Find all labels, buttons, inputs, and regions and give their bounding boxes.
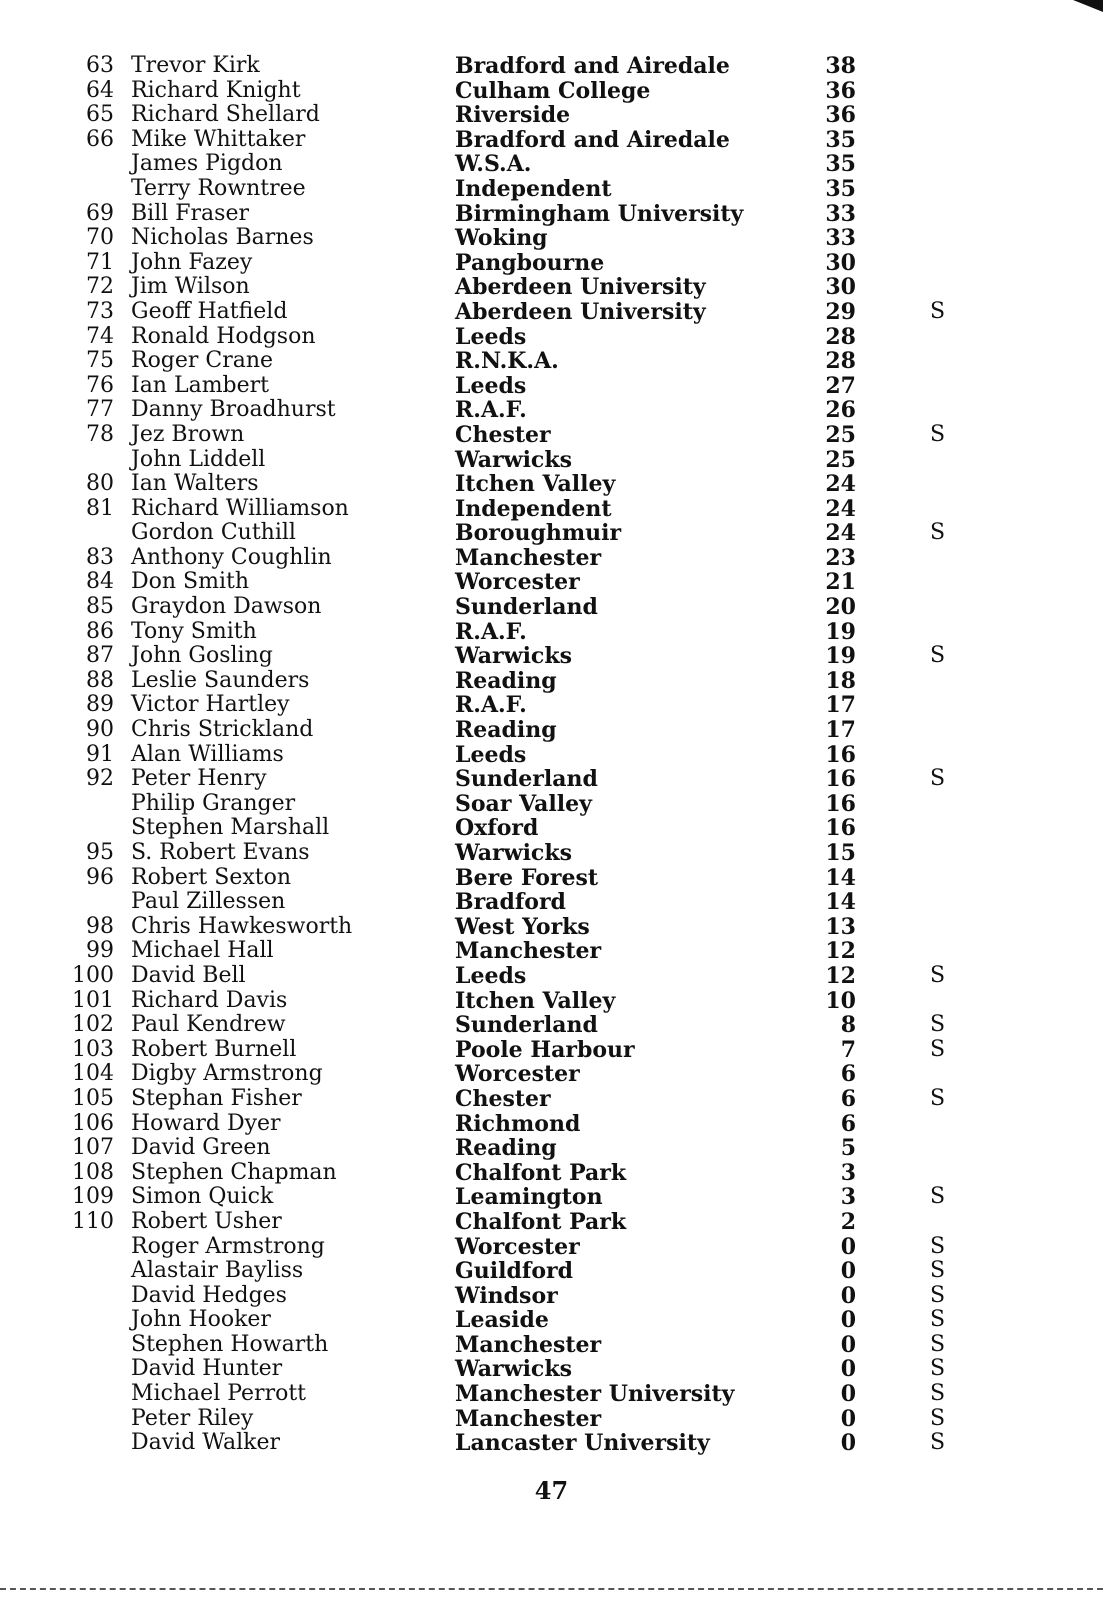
name-cell: Leslie Saunders <box>131 667 310 693</box>
rank-cell: 91 <box>86 741 114 767</box>
table-row <box>0 1087 1103 1112</box>
score-cell: 17 <box>825 717 856 744</box>
table-row <box>0 1210 1103 1235</box>
name-cell: Chris Strickland <box>131 717 314 743</box>
name-cell: John Fazey <box>131 249 253 275</box>
club-cell: Sunderland <box>455 766 598 793</box>
club-cell: Reading <box>455 1135 557 1162</box>
flag-cell: S <box>930 1405 946 1431</box>
score-cell: 0 <box>840 1258 856 1285</box>
table-row <box>0 521 1103 546</box>
table-row <box>0 915 1103 940</box>
name-cell: Stephen Howarth <box>131 1331 329 1357</box>
club-cell: Leeds <box>455 323 527 350</box>
club-cell: Chester <box>455 421 551 448</box>
name-cell: Chris Hawkesworth <box>131 913 353 939</box>
club-cell: Itchen Valley <box>455 987 616 1014</box>
name-cell: Philip Granger <box>131 790 296 816</box>
club-cell: R.A.F. <box>455 397 527 424</box>
score-cell: 0 <box>840 1430 856 1457</box>
club-cell: Oxford <box>455 815 539 842</box>
page-number: 47 <box>534 1476 569 1505</box>
name-cell: Howard Dyer <box>131 1110 281 1136</box>
club-cell: Sunderland <box>455 594 598 621</box>
table-row <box>0 1431 1103 1456</box>
name-cell: Richard Davis <box>131 987 288 1013</box>
name-cell: Trevor Kirk <box>131 53 260 78</box>
scan-edge-line <box>0 1588 1103 1590</box>
club-cell: Leeds <box>455 741 527 768</box>
table-row <box>0 398 1103 423</box>
score-cell: 5 <box>840 1135 856 1162</box>
club-cell: W.S.A. <box>455 151 532 178</box>
name-cell: James Pigdon <box>131 151 283 177</box>
table-row <box>0 693 1103 718</box>
score-cell: 0 <box>840 1381 856 1408</box>
club-cell: Soar Valley <box>455 790 592 817</box>
table-row <box>0 792 1103 817</box>
rank-cell: 75 <box>86 348 114 374</box>
name-cell: Jim Wilson <box>131 274 250 300</box>
club-cell: Manchester <box>455 544 602 571</box>
score-cell: 16 <box>825 815 856 842</box>
name-cell: Anthony Coughlin <box>131 544 332 570</box>
table-row <box>0 472 1103 497</box>
club-cell: Leeds <box>455 962 527 989</box>
flag-cell: S <box>930 1430 946 1456</box>
name-cell: Robert Sexton <box>131 864 292 890</box>
name-cell: Richard Knight <box>131 77 301 103</box>
score-cell: 38 <box>825 53 856 79</box>
rank-cell: 95 <box>86 840 114 865</box>
table-row <box>0 669 1103 694</box>
rank-cell: 84 <box>86 569 114 595</box>
club-cell: Manchester <box>455 1331 602 1358</box>
score-cell: 35 <box>825 151 856 178</box>
rank-cell: 102 <box>72 1012 114 1038</box>
score-cell: 30 <box>825 274 856 301</box>
table-row <box>0 152 1103 177</box>
score-cell: 28 <box>825 348 856 375</box>
club-cell: Bradford <box>455 889 566 916</box>
rank-cell: 99 <box>86 938 114 964</box>
club-cell: Sunderland <box>455 1012 598 1039</box>
name-cell: Ian Lambert <box>131 372 270 398</box>
score-cell: 16 <box>825 766 856 793</box>
rank-cell: 106 <box>72 1110 114 1136</box>
score-cell: 0 <box>840 1233 856 1260</box>
table-row <box>0 866 1103 891</box>
rank-cell: 101 <box>72 987 114 1013</box>
name-cell: Robert Usher <box>131 1208 282 1234</box>
table-row <box>0 1136 1103 1161</box>
name-cell: John Liddell <box>131 446 266 472</box>
rank-cell: 92 <box>86 766 114 792</box>
name-cell: Bill Fraser <box>131 200 249 226</box>
club-cell: Aberdeen University <box>455 274 706 301</box>
club-cell: Reading <box>455 667 557 694</box>
name-cell: Simon Quick <box>131 1184 274 1210</box>
score-cell: 16 <box>825 741 856 768</box>
club-cell: Warwicks <box>455 643 572 670</box>
name-cell: Gordon Cuthill <box>131 520 296 546</box>
rank-cell: 65 <box>86 102 114 128</box>
score-cell: 7 <box>840 1036 856 1063</box>
score-cell: 24 <box>825 520 856 547</box>
flag-cell: S <box>930 1085 946 1111</box>
rank-cell: 108 <box>72 1159 114 1185</box>
club-cell: Worcester <box>455 1061 580 1088</box>
club-cell: Independent <box>455 495 612 522</box>
rank-cell: 89 <box>86 692 114 718</box>
score-cell: 0 <box>840 1307 856 1334</box>
score-cell: 19 <box>825 618 856 645</box>
score-cell: 19 <box>825 643 856 670</box>
score-cell: 35 <box>825 126 856 153</box>
name-cell: Stephan Fisher <box>131 1085 302 1111</box>
table-row <box>0 103 1103 128</box>
table-row <box>0 497 1103 522</box>
club-cell: Windsor <box>455 1282 558 1309</box>
rank-cell: 71 <box>86 249 114 275</box>
rank-cell: 103 <box>72 1036 114 1062</box>
flag-cell: S <box>930 1184 946 1210</box>
name-cell: Geoff Hatfield <box>131 298 288 324</box>
club-cell: Reading <box>455 717 557 744</box>
score-cell: 0 <box>840 1331 856 1358</box>
club-cell: Chalfont Park <box>455 1159 627 1186</box>
flag-cell: S <box>930 1233 946 1259</box>
club-cell: Bradford and Airedale <box>455 126 730 153</box>
rank-cell: 77 <box>86 397 114 423</box>
score-cell: 3 <box>840 1159 856 1186</box>
table-row <box>0 1235 1103 1260</box>
club-cell: Boroughmuir <box>455 520 622 547</box>
score-cell: 0 <box>840 1282 856 1309</box>
table-row <box>0 251 1103 276</box>
club-cell: Warwicks <box>455 840 572 866</box>
name-cell: Roger Armstrong <box>131 1233 325 1259</box>
table-row <box>0 374 1103 399</box>
club-cell: Woking <box>455 225 548 252</box>
flag-cell: S <box>930 520 946 546</box>
rank-cell: 76 <box>86 372 114 398</box>
table-row <box>0 448 1103 473</box>
score-cell: 6 <box>840 1085 856 1112</box>
name-cell: Richard Shellard <box>131 102 320 128</box>
table-row <box>0 325 1103 350</box>
name-cell: Don Smith <box>131 569 250 595</box>
club-cell: Lancaster University <box>455 1430 710 1457</box>
score-cell: 2 <box>840 1208 856 1235</box>
rank-cell: 98 <box>86 913 114 939</box>
club-cell: Leamington <box>455 1184 603 1211</box>
name-cell: Stephen Marshall <box>131 815 330 841</box>
score-cell: 36 <box>825 102 856 129</box>
table-row <box>0 79 1103 104</box>
club-cell: Aberdeen University <box>455 298 706 325</box>
club-cell: Worcester <box>455 1233 580 1260</box>
club-cell: Bere Forest <box>455 864 599 891</box>
score-cell: 25 <box>825 446 856 473</box>
rank-cell: 96 <box>86 864 114 890</box>
club-cell: R.A.F. <box>455 692 527 719</box>
name-cell: Danny Broadhurst <box>131 397 336 423</box>
name-cell: Alastair Bayliss <box>131 1258 304 1284</box>
club-cell: Leaside <box>455 1307 549 1334</box>
table-row <box>0 1185 1103 1210</box>
name-cell: Michael Hall <box>131 938 274 964</box>
table-row <box>0 1062 1103 1087</box>
score-cell: 33 <box>825 200 856 227</box>
rank-cell: 90 <box>86 717 114 743</box>
table-row <box>0 1357 1103 1382</box>
table-row <box>0 841 1103 866</box>
name-cell: Ronald Hodgson <box>131 323 316 349</box>
club-cell: Warwicks <box>455 1356 572 1383</box>
club-cell: Guildford <box>455 1258 573 1285</box>
name-cell: David Hedges <box>131 1282 287 1308</box>
name-cell: Paul Zillessen <box>131 889 286 915</box>
name-cell: David Green <box>131 1135 271 1161</box>
name-cell: Stephen Chapman <box>131 1159 337 1185</box>
club-cell: Independent <box>455 175 612 202</box>
table-row <box>0 226 1103 251</box>
name-cell: Digby Armstrong <box>131 1061 323 1087</box>
table-row <box>0 939 1103 964</box>
flag-cell: S <box>930 1331 946 1357</box>
table-row <box>0 816 1103 841</box>
rank-cell: 105 <box>72 1085 114 1111</box>
club-cell: Warwicks <box>455 446 572 473</box>
table-row <box>0 349 1103 374</box>
club-cell: Manchester University <box>455 1381 735 1408</box>
name-cell: David Bell <box>131 962 246 988</box>
score-cell: 29 <box>825 298 856 325</box>
rank-cell: 74 <box>86 323 114 349</box>
score-cell: 14 <box>825 864 856 891</box>
score-cell: 6 <box>840 1061 856 1088</box>
score-cell: 36 <box>825 77 856 104</box>
name-cell: Paul Kendrew <box>131 1012 286 1038</box>
score-cell: 21 <box>825 569 856 596</box>
club-cell: Leeds <box>455 372 527 399</box>
table-row <box>0 718 1103 743</box>
club-cell: R.A.F. <box>455 618 527 645</box>
rank-cell: 66 <box>86 126 114 152</box>
flag-cell: S <box>930 1381 946 1407</box>
score-cell: 23 <box>825 544 856 571</box>
rank-cell: 78 <box>86 421 114 447</box>
table-row <box>0 423 1103 448</box>
table-row <box>0 300 1103 325</box>
name-cell: Peter Riley <box>131 1405 254 1431</box>
name-cell: Michael Perrott <box>131 1381 307 1407</box>
score-cell: 15 <box>825 840 856 866</box>
club-cell: Culham College <box>455 77 651 104</box>
table-row <box>0 620 1103 645</box>
rank-cell: 73 <box>86 298 114 324</box>
club-cell: Manchester <box>455 938 602 965</box>
flag-cell: S <box>930 1282 946 1308</box>
table-row <box>0 1013 1103 1038</box>
table-row <box>0 1259 1103 1284</box>
club-cell: Richmond <box>455 1110 581 1137</box>
name-cell: David Hunter <box>131 1356 283 1382</box>
rank-cell: 70 <box>86 225 114 251</box>
table-row <box>0 546 1103 571</box>
score-cell: 6 <box>840 1110 856 1137</box>
table-row <box>0 54 1103 79</box>
rank-cell: 83 <box>86 544 114 570</box>
name-cell: Alan Williams <box>131 741 284 767</box>
flag-cell: S <box>930 1356 946 1382</box>
club-cell: Pangbourne <box>455 249 605 276</box>
club-cell: Birmingham University <box>455 200 744 227</box>
score-cell: 0 <box>840 1405 856 1432</box>
table-row <box>0 595 1103 620</box>
score-cell: 25 <box>825 421 856 448</box>
table-row <box>0 177 1103 202</box>
score-cell: 28 <box>825 323 856 350</box>
name-cell: Nicholas Barnes <box>131 225 314 251</box>
name-cell: Graydon Dawson <box>131 594 322 620</box>
table-row <box>0 890 1103 915</box>
flag-cell: S <box>930 1307 946 1333</box>
rank-cell: 63 <box>86 53 114 78</box>
score-cell: 14 <box>825 889 856 916</box>
score-cell: 13 <box>825 913 856 940</box>
score-cell: 16 <box>825 790 856 817</box>
score-cell: 20 <box>825 594 856 621</box>
club-cell: West Yorks <box>455 913 590 940</box>
name-cell: Robert Burnell <box>131 1036 297 1062</box>
table-row <box>0 743 1103 768</box>
score-cell: 24 <box>825 495 856 522</box>
rank-cell: 85 <box>86 594 114 620</box>
table-row <box>0 1038 1103 1063</box>
club-cell: Chalfont Park <box>455 1208 627 1235</box>
flag-cell: S <box>930 1012 946 1038</box>
flag-cell: S <box>930 1036 946 1062</box>
score-cell: 18 <box>825 667 856 694</box>
flag-cell: S <box>930 421 946 447</box>
table-row <box>0 989 1103 1014</box>
table-row <box>0 964 1103 989</box>
table-row <box>0 1161 1103 1186</box>
club-cell: Manchester <box>455 1405 602 1432</box>
rank-cell: 88 <box>86 667 114 693</box>
flag-cell: S <box>930 962 946 988</box>
name-cell: Jez Brown <box>131 421 245 447</box>
table-row <box>0 644 1103 669</box>
name-cell: Ian Walters <box>131 471 259 497</box>
flag-cell: S <box>930 1258 946 1284</box>
rank-cell: 86 <box>86 618 114 644</box>
rank-cell: 81 <box>86 495 114 521</box>
club-cell: Itchen Valley <box>455 471 616 498</box>
table-row <box>0 767 1103 792</box>
rank-cell: 80 <box>86 471 114 497</box>
rank-cell: 69 <box>86 200 114 226</box>
score-cell: 12 <box>825 938 856 965</box>
score-cell: 30 <box>825 249 856 276</box>
rank-cell: 64 <box>86 77 114 103</box>
name-cell: Richard Williamson <box>131 495 349 521</box>
score-cell: 3 <box>840 1184 856 1211</box>
rank-cell: 109 <box>72 1184 114 1210</box>
table-row <box>0 275 1103 300</box>
score-cell: 0 <box>840 1356 856 1383</box>
name-cell: John Gosling <box>131 643 273 669</box>
results-table <box>0 54 1103 1456</box>
scan-corner-mark <box>1073 0 1103 12</box>
club-cell: Worcester <box>455 569 580 596</box>
score-cell: 35 <box>825 175 856 202</box>
name-cell: Tony Smith <box>131 618 257 644</box>
table-row <box>0 1308 1103 1333</box>
rank-cell: 72 <box>86 274 114 300</box>
table-row <box>0 1284 1103 1309</box>
table-row <box>0 1112 1103 1137</box>
rank-cell: 104 <box>72 1061 114 1087</box>
club-cell: Chester <box>455 1085 551 1112</box>
rank-cell: 100 <box>72 962 114 988</box>
club-cell: Bradford and Airedale <box>455 53 730 79</box>
rank-cell: 107 <box>72 1135 114 1161</box>
table-row <box>0 128 1103 153</box>
club-cell: Riverside <box>455 102 571 129</box>
table-row <box>0 1333 1103 1358</box>
table-row <box>0 1382 1103 1407</box>
name-cell: Mike Whittaker <box>131 126 306 152</box>
club-cell: Poole Harbour <box>455 1036 635 1063</box>
score-cell: 27 <box>825 372 856 399</box>
score-cell: 24 <box>825 471 856 498</box>
flag-cell: S <box>930 298 946 324</box>
table-row <box>0 1407 1103 1432</box>
name-cell: Peter Henry <box>131 766 267 792</box>
name-cell: Roger Crane <box>131 348 274 374</box>
score-cell: 26 <box>825 397 856 424</box>
score-cell: 33 <box>825 225 856 252</box>
name-cell: Terry Rowntree <box>131 175 306 201</box>
flag-cell: S <box>930 643 946 669</box>
rank-cell: 87 <box>86 643 114 669</box>
score-cell: 10 <box>825 987 856 1014</box>
name-cell: S. Robert Evans <box>131 840 310 865</box>
name-cell: Victor Hartley <box>131 692 290 718</box>
score-cell: 17 <box>825 692 856 719</box>
club-cell: R.N.K.A. <box>455 348 559 375</box>
name-cell: John Hooker <box>131 1307 271 1333</box>
flag-cell: S <box>930 766 946 792</box>
table-row <box>0 202 1103 227</box>
score-cell: 12 <box>825 962 856 989</box>
score-cell: 8 <box>840 1012 856 1039</box>
table-row <box>0 570 1103 595</box>
name-cell: David Walker <box>131 1430 281 1456</box>
rank-cell: 110 <box>72 1208 114 1234</box>
